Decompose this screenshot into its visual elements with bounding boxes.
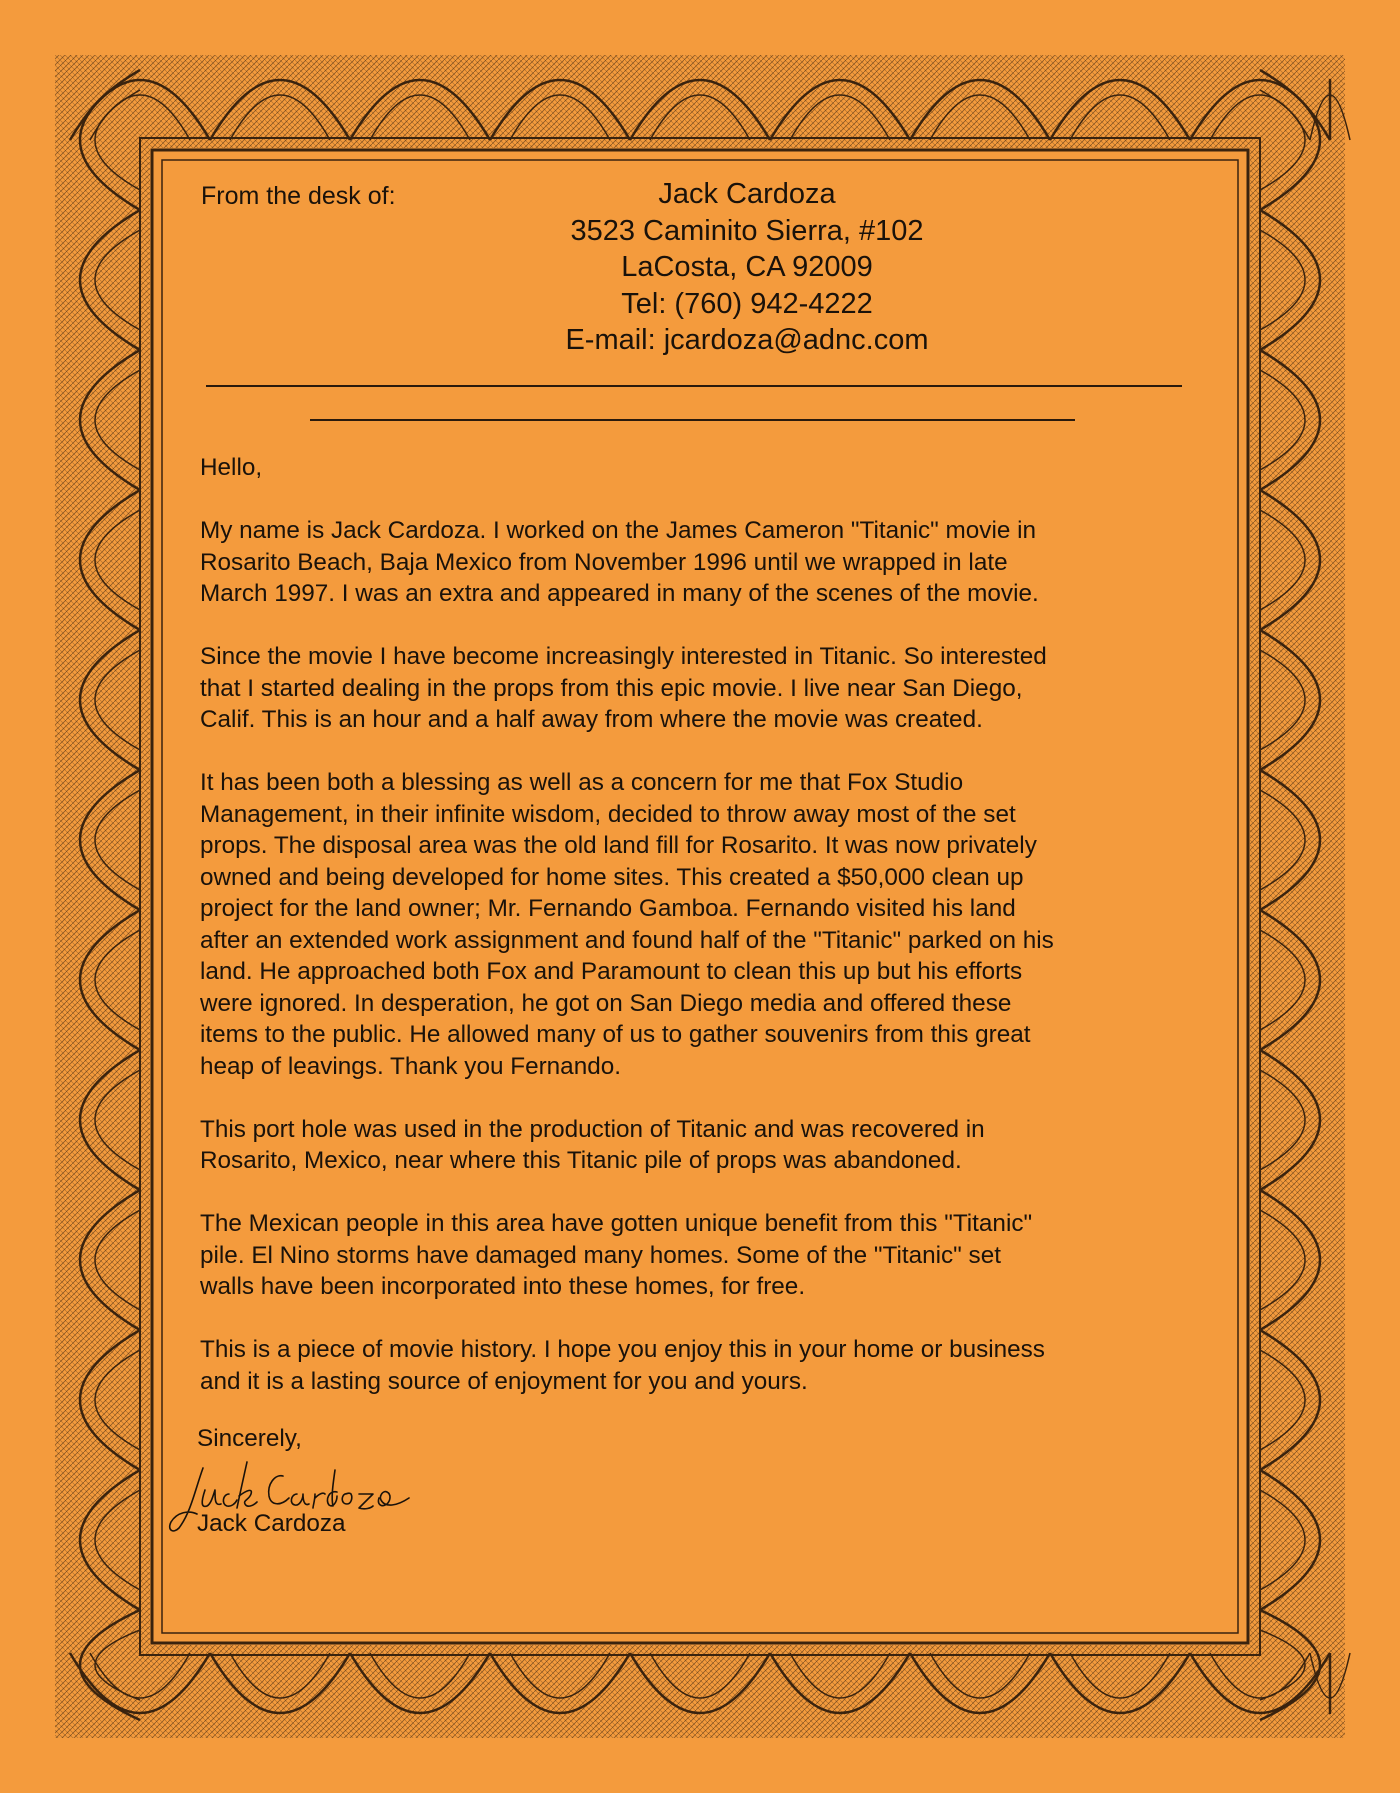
letter-body — [200, 452, 1200, 1429]
letter-content — [197, 170, 1197, 1570]
paragraph-line: This is a piece of movie history. I hope you enjoy this in your home or business — [200, 1336, 1045, 1363]
sender-phone: Tel: (760) 942-4222 — [621, 287, 873, 320]
sender-email: E-mail: jcardoza@adnc.com — [565, 324, 929, 356]
paragraph-line: heap of leavings. Thank you Fernando. — [200, 1052, 621, 1080]
paragraph-line: This port hole was used in the production of Titanic and was recovered in — [200, 1115, 985, 1143]
body-paragraph — [200, 1208, 1200, 1303]
paragraph-line: items to the public. He allowed many of us to gather souvenirs from this great — [200, 1021, 1031, 1048]
handwritten-signature — [165, 1450, 415, 1550]
body-paragraph — [200, 1334, 1200, 1397]
from-label: From the desk of: — [201, 182, 396, 210]
paragraph-line: Rosarito Beach, Baja Mexico from November 1996 until we wrapped in late — [200, 548, 1008, 576]
paragraph-list — [200, 515, 1200, 1397]
header-divider-short — [310, 419, 1075, 421]
paragraph-line: Rosarito, Mexico, near where this Titanic pile of props was abandoned. — [200, 1147, 962, 1174]
sender-name: Jack Cardoza — [658, 178, 836, 210]
body-paragraph — [200, 515, 1200, 610]
paragraph-line: were ignored. In desperation, he got on San Diego media and offered these — [200, 989, 1012, 1017]
paragraph-line: project for the land owner; Mr. Fernando Gamboa. Fernando visited his land — [200, 895, 1016, 922]
paragraph-line: Calif. This is an hour and a half away from where the movie was created. — [200, 706, 983, 733]
paragraph-line: and it is a lasting source of enjoyment for you and yours. — [200, 1367, 808, 1395]
paragraph-line: after an extended work assignment and found half of the "Titanic" parked on his — [200, 926, 1054, 954]
paragraph-line: Management, in their infinite wisdom, decided to throw away most of the set — [200, 800, 1016, 828]
paragraph-line: pile. El Nino storms have damaged many homes. Some of the "Titanic" set — [200, 1241, 1001, 1269]
body-paragraph — [200, 641, 1200, 736]
signer-name: Jack Cardoza — [197, 1510, 346, 1537]
letterhead — [197, 170, 1197, 390]
paragraph-line: March 1997. I was an extra and appeared in many of the scenes of the movie. — [200, 580, 1039, 607]
paragraph-line: owned and being developed for home sites. This created a $50,000 clean up — [200, 863, 1024, 891]
paragraph-line: land. He approached both Fox and Paramount to clean this up but his efforts — [200, 958, 1023, 985]
paragraph-line: Since the movie I have become increasingly interested in Titanic. So interested — [200, 643, 1047, 670]
paragraph-line: It has been both a blessing as well as a concern for me that Fox Studio — [200, 769, 964, 796]
sender-address-block — [497, 176, 997, 359]
sender-street: 3523 Caminito Sierra, #102 — [570, 214, 924, 247]
body-paragraph — [200, 1114, 1200, 1177]
header-divider-long — [206, 385, 1182, 387]
body-paragraph — [200, 767, 1200, 1082]
paragraph-line: that I started dealing in the props from this epic movie. I live near San Diego, — [200, 674, 1023, 702]
greeting: Hello, — [200, 454, 263, 481]
paragraph-line: My name is Jack Cardoza. I worked on the James Cameron "Titanic" movie in — [200, 517, 1037, 544]
closing-line: Sincerely, — [197, 1425, 302, 1452]
paragraph-line: The Mexican people in this area have gotten unique benefit from this "Titanic" — [200, 1210, 1033, 1237]
paragraph-line: walls have been incorporated into these homes, for free. — [200, 1273, 806, 1300]
paragraph-line: props. The disposal area was the old land fill for Rosarito. It was now privately — [200, 832, 1037, 859]
sender-city: LaCosta, CA 92009 — [621, 251, 873, 283]
